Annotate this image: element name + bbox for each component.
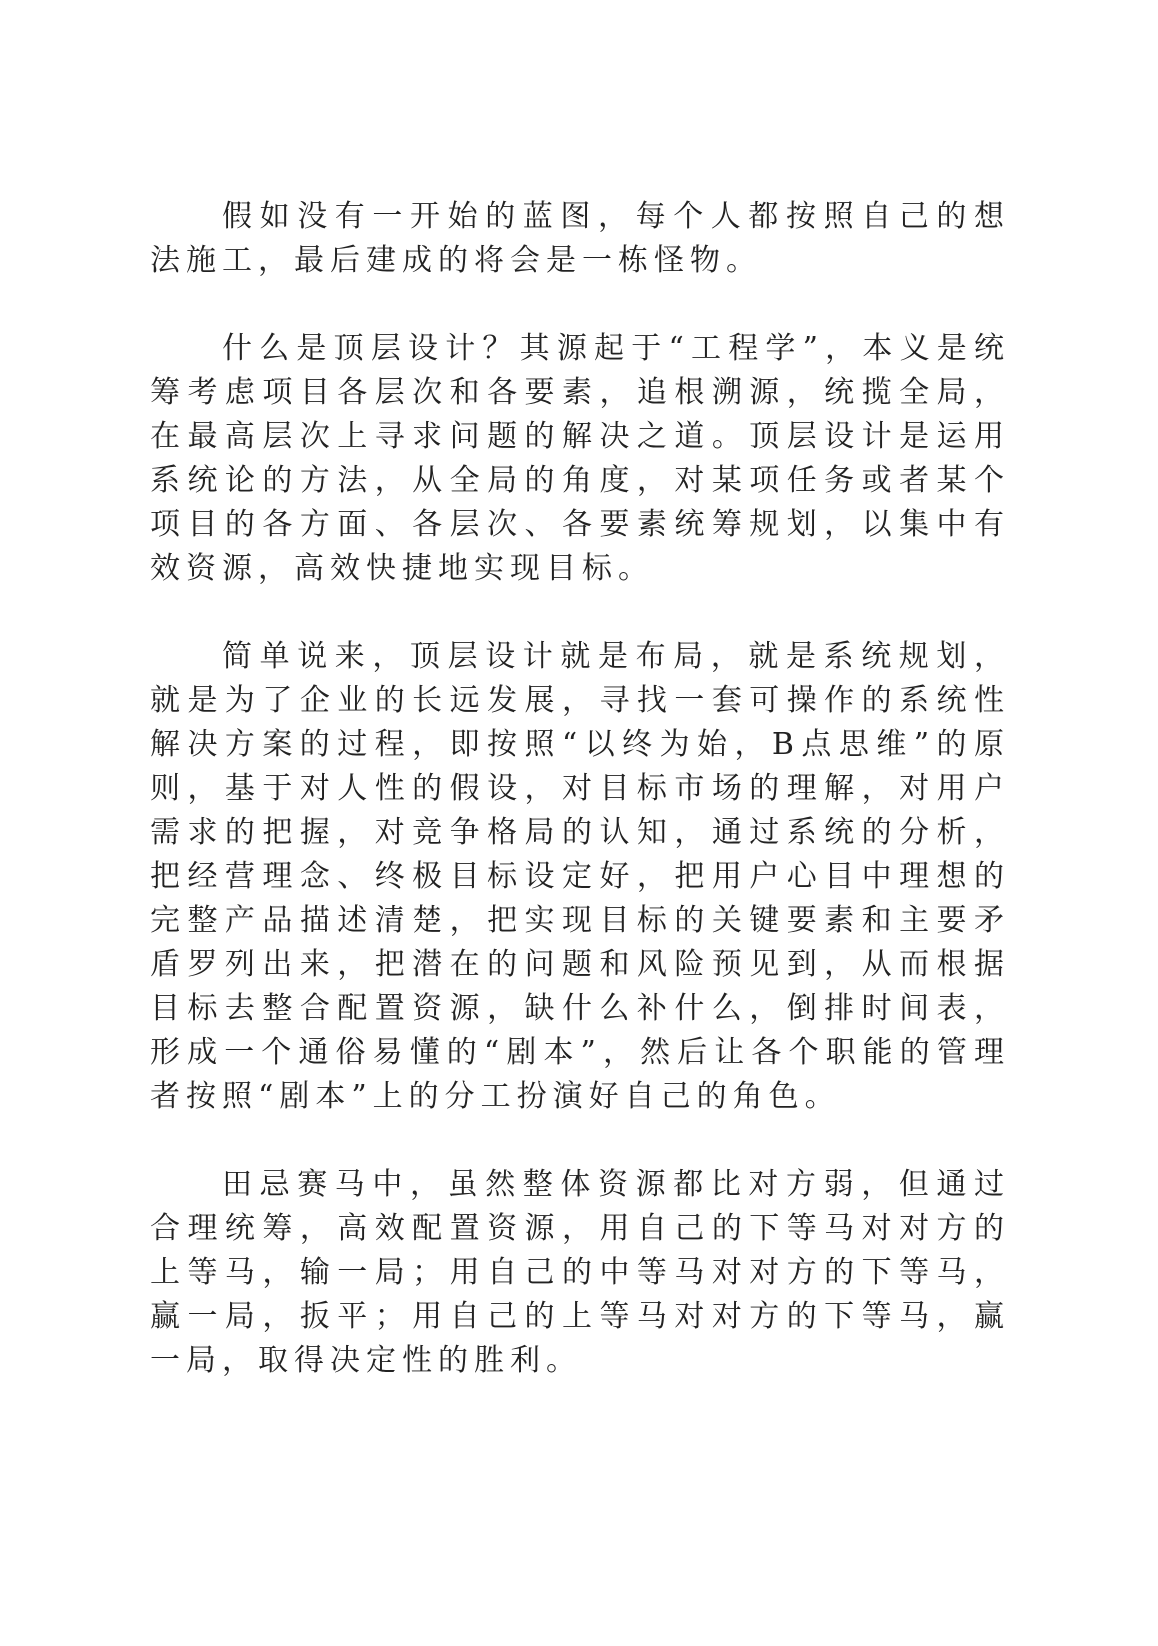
paragraph-top-level-design-definition: 什么是顶层设计？其源起于“工程学”，本义是统筹考虑项目各层次和各要素，追根溯源，统揽全局，在最高层次上寻求问题的解决之道。顶层设计是运用系统论的方法，从全局的角度，对某项任务或者某个项目的各方面、各层次、各要素统筹规划，以集中有效资源，高效快捷地实现目标。 [150, 331, 1010, 586]
paragraph-blueprint: 假如没有一开始的蓝图，每个人都按照自己的想法施工，最后建成的将会是一栋怪物。 [150, 199, 1010, 278]
paragraph-top-level-design-explanation: 简单说来，顶层设计就是布局，就是系统规划，就是为了企业的长远发展，寻找一套可操作的系统性解决方案的过程，即按照“以终为始，B点思维”的原则，基于对人性的假设，对目标市场的理解，对用户需求的把握，对竞争格局的认知，通过系统的分析，把经营理念、终极目标设定好，把用户心目中理想的完整产品描述清楚，把实现目标的关键要素和主要矛盾罗列出来，把潜在的问题和风险预见到，从而根据目标去整合配置资源，缺什么补什么，倒排时间表，形成一个通俗易懂的“剧本”，然后让各个职能的管理者按照“剧本”上的分工扮演好自己的角色。 [150, 639, 1010, 1114]
paragraph-tian-ji-horse-race: 田忌赛马中，虽然整体资源都比对方弱，但通过合理统筹，高效配置资源，用自己的下等马对对方的上等马，输一局；用自己的中等马对对方的下等马，赢一局，扳平；用自己的上等马对对方的下等马，赢一局，取得决定性的胜利。 [150, 1167, 1010, 1378]
body-text [150, 195, 1010, 1383]
